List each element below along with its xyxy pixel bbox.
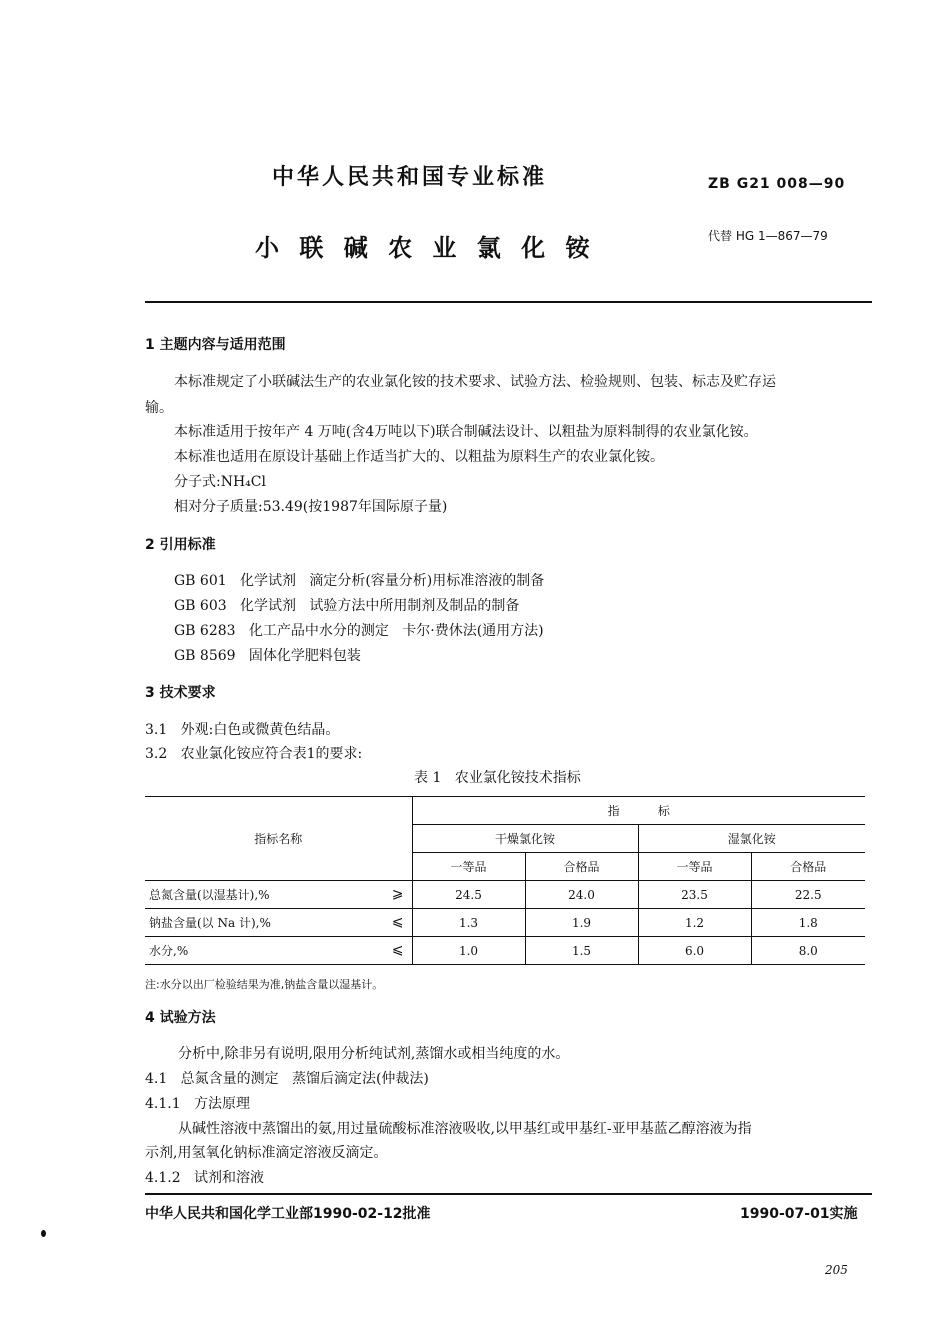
section-1-paragraph-3: 本标准也适用在原设计基础上作适当扩大的、以粗盐为原料生产的农业氯化铵。 <box>174 449 664 465</box>
header-rule <box>145 301 872 303</box>
section-1-paragraph-2: 本标准适用于按年产 4 万吨(含4万吨以下)联合制碱法设计、以粗盐为原料制得的农业氯化铵。 <box>174 424 758 440</box>
table-row <box>145 937 865 965</box>
standard-number: ZB G21 008—90 <box>708 176 846 192</box>
section-1-paragraph-1-cont: 输。 <box>145 400 173 416</box>
cell-value: 1.2 <box>638 909 751 937</box>
page-number: 205 <box>825 1263 848 1277</box>
section-3-heading: 3 技术要求 <box>145 685 216 701</box>
comparison-sign: ⩽ <box>391 942 404 958</box>
table-caption: 表 1 农业氯化铵技术指标 <box>414 770 581 786</box>
cell-value: 24.0 <box>525 881 638 909</box>
section-1-paragraph-1: 本标准规定了小联碱法生产的农业氯化铵的技术要求、试验方法、检验规则、包装、标志及贮存运 <box>174 374 776 390</box>
cell-value: 22.5 <box>751 881 865 909</box>
document-title: 小 联 碱 农 业 氯 化 铵 <box>255 234 596 262</box>
scan-mark <box>41 1230 46 1237</box>
method-principle-cont: 示剂,用氢氧化钠标准滴定溶液反滴定。 <box>145 1145 388 1161</box>
cell-value: 1.3 <box>412 909 525 937</box>
header-grade-first: 一等品 <box>412 853 525 881</box>
row-label: 总氮含量(以湿基计),% ⩾ <box>145 881 412 909</box>
header-grade-first: 一等品 <box>638 853 751 881</box>
cell-value: 1.8 <box>751 909 865 937</box>
molecular-mass: 相对分子质量:53.49(按1987年国际原子量) <box>174 499 448 515</box>
comparison-sign: ⩾ <box>391 886 404 902</box>
header-dry-ammonium-chloride: 干燥氯化铵 <box>412 825 638 853</box>
cell-value: 8.0 <box>751 937 865 965</box>
table-row <box>145 909 865 937</box>
header-wet-ammonium-chloride: 湿氯化铵 <box>638 825 865 853</box>
cell-value: 1.9 <box>525 909 638 937</box>
header-indicator: 指 标 <box>412 797 865 825</box>
molecular-formula: 分子式:NH₄Cl <box>174 474 266 490</box>
requirement-3-2: 3.2 农业氯化铵应符合表1的要求: <box>145 746 363 762</box>
section-4-heading: 4 试验方法 <box>145 1010 216 1026</box>
cell-value: 6.0 <box>638 937 751 965</box>
row-label: 水分,% ⩽ <box>145 937 412 965</box>
header-grade-qualified: 合格品 <box>525 853 638 881</box>
reference-item: GB 601 化学试剂 滴定分析(容量分析)用标准溶液的制备 <box>174 573 545 589</box>
row-label: 钠盐含量(以 Na 计),% ⩽ <box>145 909 412 937</box>
header-indicator-name: 指标名称 <box>145 797 412 881</box>
cell-value: 1.0 <box>412 937 525 965</box>
table-note: 注:水分以出厂检验结果为准,钠盐含量以湿基计。 <box>145 978 384 991</box>
subsection-4-1-1: 4.1.1 方法原理 <box>145 1096 250 1112</box>
reference-item: GB 6283 化工产品中水分的测定 卡尔·费休法(通用方法) <box>174 623 544 639</box>
approval-line: 中华人民共和国化学工业部1990-02-12批准 <box>145 1206 431 1222</box>
section-2-heading: 2 引用标准 <box>145 537 216 553</box>
section-4-intro: 分析中,除非另有说明,限用分析纯试剂,蒸馏水或相当纯度的水。 <box>178 1046 570 1062</box>
replaces-standard: 代替 HG 1—867—79 <box>708 229 828 243</box>
section-1-heading: 1 主题内容与适用范围 <box>145 337 286 353</box>
subsection-4-1-2: 4.1.2 试剂和溶液 <box>145 1170 264 1186</box>
table-row <box>145 881 865 909</box>
footer-rule <box>145 1193 872 1195</box>
effective-date: 1990-07-01实施 <box>740 1206 858 1222</box>
method-principle: 从碱性溶液中蒸馏出的氨,用过量硫酸标准溶液吸收,以甲基红或甲基红-亚甲基蓝乙醇溶液为指 <box>178 1121 752 1137</box>
comparison-sign: ⩽ <box>391 914 404 930</box>
subsection-4-1: 4.1 总氮含量的测定 蒸馏后滴定法(仲裁法) <box>145 1071 429 1087</box>
org-title: 中华人民共和国专业标准 <box>272 165 548 190</box>
cell-value: 1.5 <box>525 937 638 965</box>
cell-value: 23.5 <box>638 881 751 909</box>
header-grade-qualified: 合格品 <box>751 853 865 881</box>
spec-table <box>145 796 865 965</box>
cell-value: 24.5 <box>412 881 525 909</box>
reference-item: GB 8569 固体化学肥料包装 <box>174 648 361 664</box>
reference-item: GB 603 化学试剂 试验方法中所用制剂及制品的制备 <box>174 598 520 614</box>
requirement-3-1: 3.1 外观:白色或微黄色结晶。 <box>145 722 340 738</box>
